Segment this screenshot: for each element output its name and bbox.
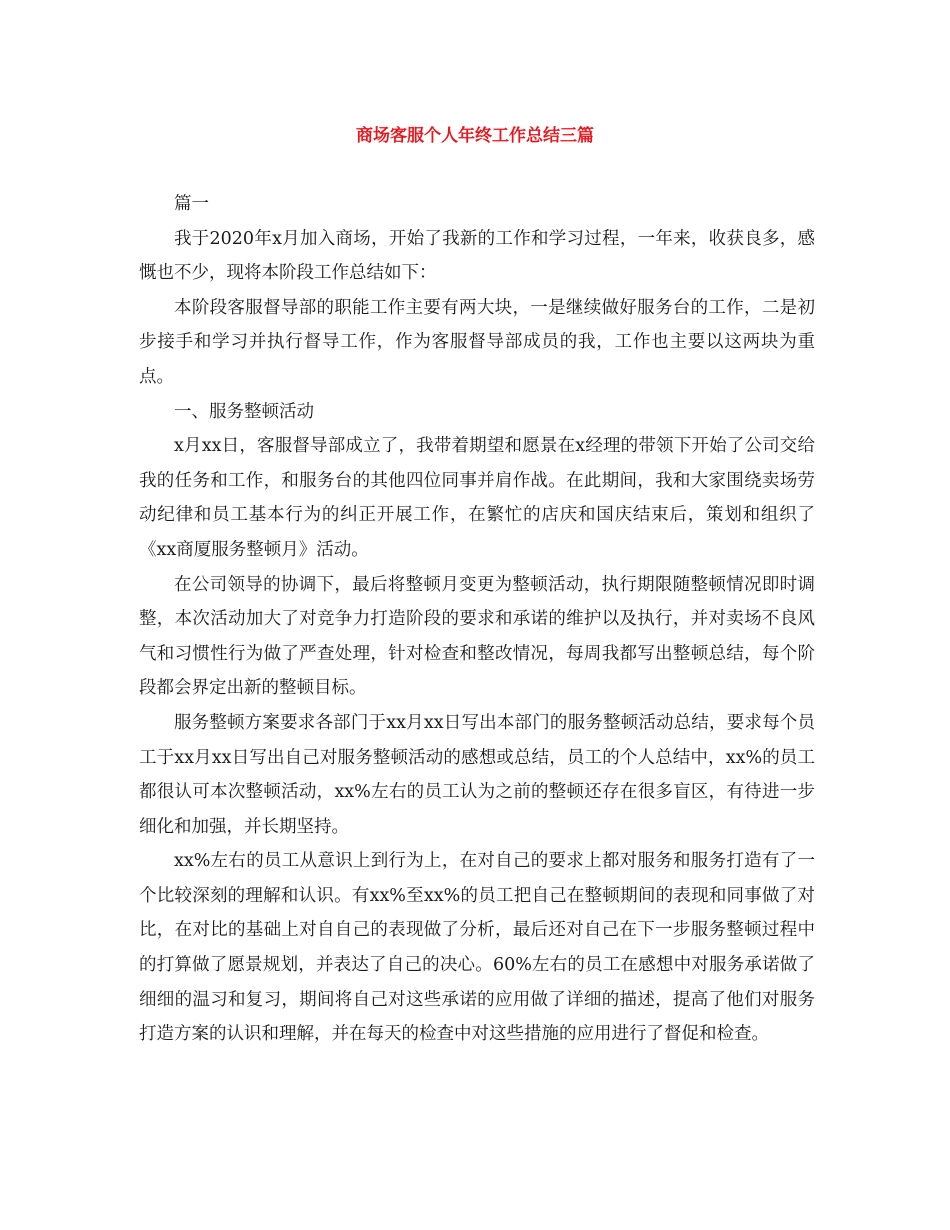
paragraph-employee-understanding: xx%左右的员工从意识上到行为上，在对自己的要求上都对服务和服务打造有了一个比较深刻的理解和认识。有xx%至xx%的员工把自己在整顿期间的表现和同事做了对比，在对比的基础上对自自己的表现做了分析，最后还对自己在下一步服务整顿过程中的打算做了愿景规划，并表达了自己的决心。60%左右的员工在感想中对服务承诺做了细细的温习和复习，期间将自己对这些承诺的应用做了详细的描述，提高了他们对服务打造方案的认识和理解，并在每天的检查中对这些措施的应用进行了督促和检查。 <box>139 851 815 1045</box>
paragraph-leadership-coordination: 在公司领导的协调下，最后将整顿月变更为整顿活动，执行期限随整顿情况即时调整，本次活动加大了对竞争力打造阶段的要求和承诺的维护以及执行，并对卖场不良风气和习惯性行为做了严查处理，针对检查和整改情况，每周我都写出整顿总结，每个阶段都会界定出新的整顿目标。 <box>139 574 815 699</box>
paragraph-department-duties: 本阶段客服督导部的职能工作主要有两大块，一是继续做好服务台的工作，二是初步接手和学习并执行督导工作，作为客服督导部成员的我，工作也主要以这两块为重点。 <box>139 297 815 387</box>
paragraph-rectification-plan: 服务整顿方案要求各部门于xx月xx日写出本部门的服务整顿活动总结，要求每个员工于xx月xx日写出自己对服务整顿活动的感想或总结，员工的个人总结中，xx%的员工都很认可本次整顿活动，xx%左右的员工认为之前的整顿还存在很多盲区，有待进一步细化和加强，并长期坚持。 <box>139 712 815 837</box>
section-heading-part-one: 篇一 <box>174 194 209 214</box>
paragraph-department-founded: x月xx日，客服督导部成立了，我带着期望和愿景在x经理的带领下开始了公司交给我的任务和工作，和服务台的其他四位同事并肩作战。在此期间，我和大家围绕卖场劳动纪律和员工基本行为的纠正开展工作，在繁忙的店庆和国庆结束后，策划和组织了《xx商厦服务整顿月》活动。 <box>139 436 815 560</box>
section-heading-service-rectification: 一、服务整顿活动 <box>174 401 314 422</box>
document-title: 商场客服个人年终工作总结三篇 <box>356 126 594 146</box>
document-body <box>139 187 815 1052</box>
paragraph-intro: 我于2020年x月加入商场，开始了我新的工作和学习过程，一年来，收获良多，感慨也不少，现将本阶段工作总结如下： <box>139 228 815 284</box>
